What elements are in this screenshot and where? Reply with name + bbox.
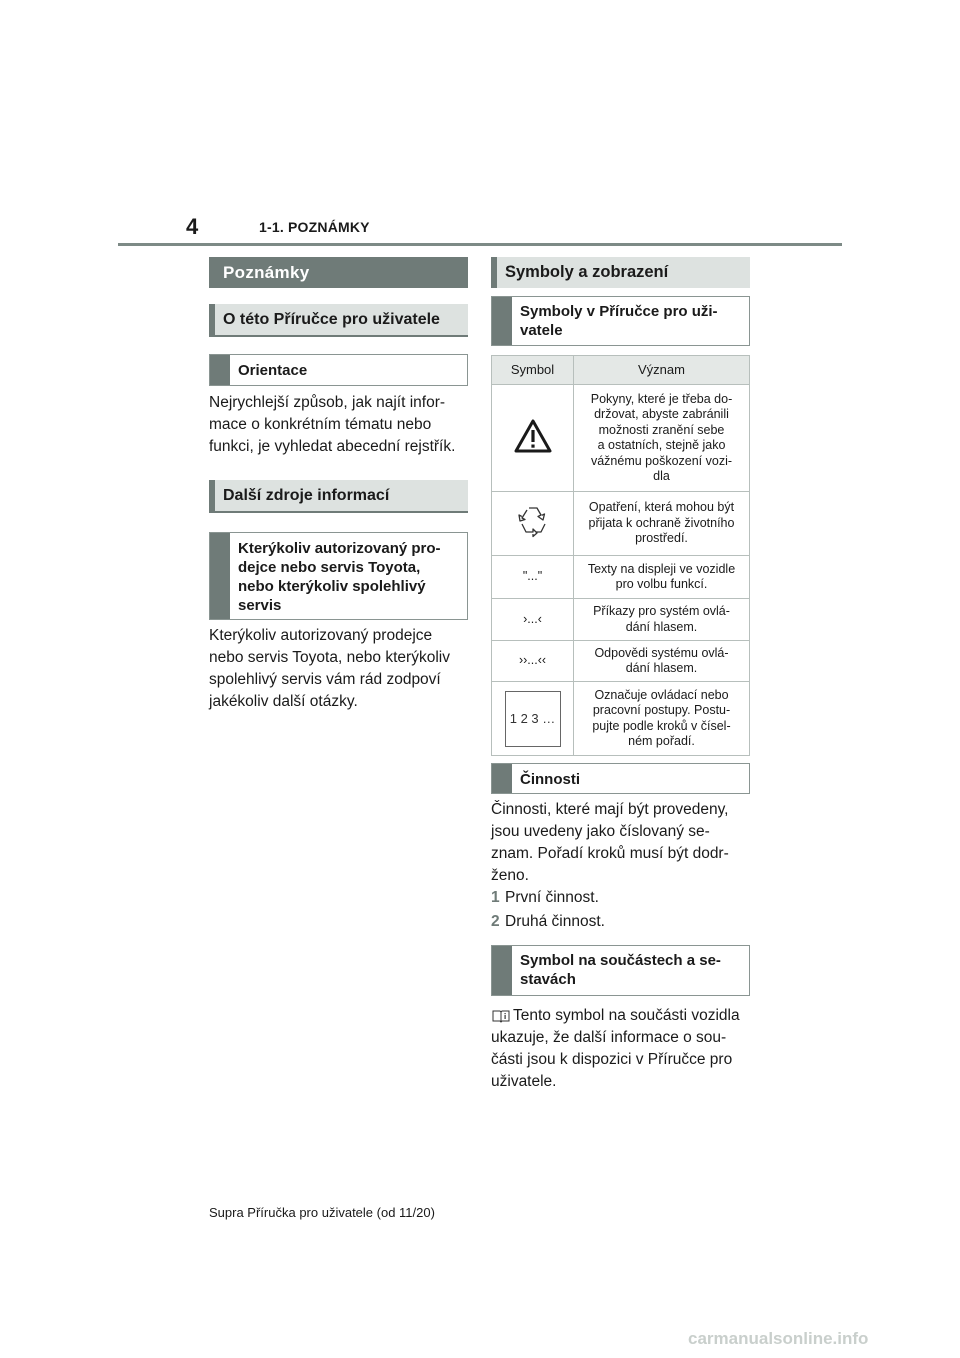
paragraph-soucasti	[491, 1005, 761, 1093]
text-line-with-icon	[491, 1005, 761, 1027]
box-heading-bar	[492, 764, 512, 793]
box-heading-bar	[492, 946, 512, 995]
text-line: Tento symbol na součásti vozidla	[513, 1007, 740, 1024]
text-line: Označuje ovládací nebo	[594, 687, 729, 702]
box-heading-bar	[210, 533, 230, 619]
meaning-cell	[574, 556, 750, 599]
text-line: části jsou k dispozici v Příručce pro	[491, 1051, 733, 1068]
box-heading-symbols-manual	[491, 296, 750, 346]
table-row	[492, 599, 750, 641]
text-line: pro volbu funkcí.	[615, 577, 708, 591]
text-line: Nejrychlejší způsob, jak najít infor-	[209, 394, 446, 411]
step-number: 1	[491, 889, 500, 906]
text-line: uživatele.	[491, 1073, 557, 1090]
step-number: 2	[491, 913, 500, 930]
box-heading-bar	[210, 355, 230, 385]
table-row	[492, 556, 750, 599]
symbol-cell	[492, 385, 574, 492]
step-text: První činnost.	[505, 889, 599, 906]
text-line: pracovní postupy. Postu-	[592, 703, 731, 717]
text-line: jsou uvedeny jako číslovaný se-	[491, 823, 710, 840]
text-line: Symboly v Příručce pro uži-	[520, 303, 718, 320]
text-line: dejce nebo servis Toyota,	[238, 559, 421, 576]
text-line: znam. Pořadí kroků musí být dodr-	[491, 845, 729, 862]
box-heading-dealer	[209, 532, 468, 620]
text-line: dání hlasem.	[625, 619, 698, 634]
text-line: Kterýkoliv autorizovaný pro-	[238, 540, 441, 557]
book-info-icon	[491, 1009, 511, 1023]
symbol-cell	[492, 492, 574, 556]
section-label: 1-1. POZNÁMKY	[259, 219, 370, 235]
text-line: Odpovědi systému ovlá-	[594, 645, 729, 660]
symbol-cell: "..."	[492, 556, 574, 599]
text-line: servis	[238, 597, 282, 614]
meaning-cell	[574, 492, 750, 556]
meaning-cell	[574, 682, 750, 756]
text-line: Kterýkoliv autorizovaný prodejce	[209, 627, 433, 644]
text-line: prostředí.	[635, 531, 688, 546]
text-line: stavách	[520, 971, 576, 988]
page-number: 4	[186, 214, 199, 239]
box-heading-label	[512, 297, 726, 340]
table-row	[492, 385, 750, 492]
symbol-cell: ›...‹	[492, 599, 574, 641]
table-header-row	[492, 356, 750, 385]
step-item	[491, 911, 605, 933]
text-line: Pokyny, které je třeba do-	[590, 391, 733, 406]
text-line: nebo kterýkoliv spolehlivý	[238, 578, 426, 595]
step-item	[491, 887, 599, 909]
text-line: a ostatních, stejně jako	[597, 438, 726, 452]
table-row	[492, 641, 750, 682]
symbols-table	[491, 355, 750, 756]
meaning-cell	[574, 599, 750, 641]
text-line: Symbol na součástech a se-	[520, 952, 721, 969]
text-line: držovat, abyste zabránili	[594, 407, 729, 421]
box-heading-label: Činnosti	[520, 771, 580, 788]
text-line: Texty na displeji ve vozidle	[587, 561, 736, 576]
table-header-meaning: Význam	[574, 356, 750, 385]
table-row	[492, 492, 750, 556]
text-line: vážnému poškození vozi-	[590, 453, 733, 468]
text-line: ženo.	[491, 867, 529, 884]
box-heading-soucasti	[491, 945, 750, 996]
text-line: možnosti zranění sebe	[598, 422, 725, 437]
text-line: přijata k ochraně životního	[588, 515, 735, 530]
watermark: carmanualsonline.info	[688, 1329, 869, 1348]
text-line: Příkazy pro systém ovlá-	[593, 604, 730, 618]
text-line: jakékoliv další otázky.	[209, 693, 358, 710]
box-heading-label: Orientace	[238, 362, 308, 379]
text-line: dání hlasem.	[625, 661, 698, 675]
footer-text: Supra Příručka pro uživatele (od 11/20)	[209, 1205, 435, 1220]
paragraph-orientace	[209, 392, 479, 458]
symbol-cell: ››...‹‹	[492, 641, 574, 682]
text-line: Opatření, která mohou být	[588, 500, 735, 515]
box-heading-label	[230, 533, 449, 615]
text-line: ném pořadí.	[628, 734, 695, 748]
meaning-cell	[574, 641, 750, 682]
symbol-cell	[492, 682, 574, 756]
text-line: dla	[653, 469, 670, 483]
text-line: Činnosti, které mají být provedeny,	[491, 801, 729, 818]
text-line: ukazuje, že další informace o sou-	[491, 1029, 727, 1046]
text-line: spolehlivý servis vám rád zodpoví	[209, 671, 441, 688]
main-heading-symbols: Symboly a zobrazení	[491, 257, 750, 288]
steps-sequence-icon: 1 2 3 …	[505, 691, 561, 747]
text-line: funkci, je vyhledat abecední rejstřík.	[209, 438, 456, 455]
box-heading-orientace	[209, 354, 468, 386]
table-header-symbol: Symbol	[492, 356, 574, 385]
text-line: nebo servis Toyota, nebo kterýkoliv	[209, 649, 450, 666]
header-rule	[118, 243, 842, 246]
subheading-about-manual: O této Příručce pro uživatele	[209, 304, 468, 337]
text-line: mace o konkrétním tématu nebo	[209, 416, 432, 433]
box-heading-bar	[492, 297, 512, 345]
text-line: vatele	[520, 322, 563, 339]
text-line: pujte podle kroků v čísel-	[592, 718, 731, 733]
main-heading-poznamky: Poznámky	[209, 257, 468, 288]
warning-triangle-icon	[514, 419, 552, 453]
paragraph-dealer	[209, 625, 479, 713]
subheading-other-resources: Další zdroje informací	[209, 480, 468, 513]
recycle-icon	[516, 504, 550, 538]
box-heading-label	[512, 946, 729, 989]
step-text: Druhá činnost.	[505, 913, 605, 930]
box-heading-cinnosti	[491, 763, 750, 794]
paragraph-cinnosti	[491, 799, 761, 887]
meaning-cell	[574, 385, 750, 492]
table-row	[492, 682, 750, 756]
